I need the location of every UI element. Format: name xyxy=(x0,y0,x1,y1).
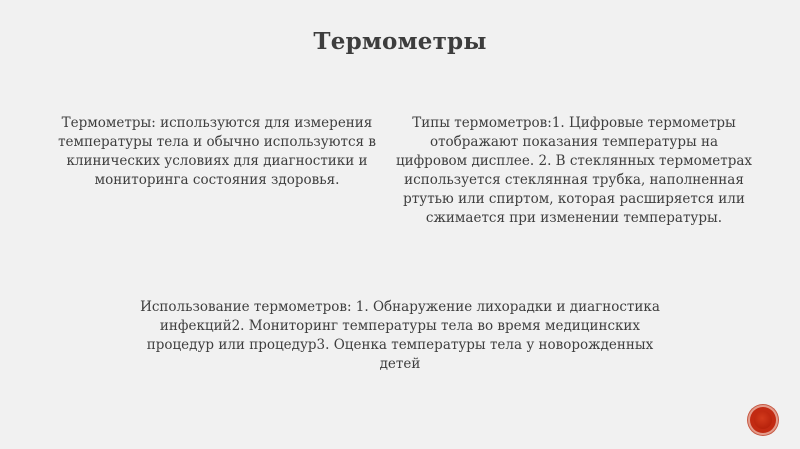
slide-title: Термометры xyxy=(313,28,487,55)
right-text-block: Типы термометров:1. Цифровые термометры отображают показания температуры на цифровом дисплее. 2. В стеклянных термометрах используется стеклянная трубка, наполненная ртутью или спиртом, которая расширяется или сжимается при изменении температуры. xyxy=(395,115,753,226)
bottom-text-block: Использование термометров: 1. Обнаружение лихорадки и диагностика инфекций2. Мониторинг температуры тела во время медицинских процедур или процедур3. Оценка температуры тела у новорожденных детей xyxy=(140,299,660,372)
next-slide-button[interactable] xyxy=(750,407,776,433)
next-slide-circle-icon xyxy=(754,411,772,429)
left-text-block: Термометры: используются для измерения температуры тела и обычно используются в клинических условиях для диагностики и мониторинга состояния здоровья. xyxy=(58,115,376,188)
